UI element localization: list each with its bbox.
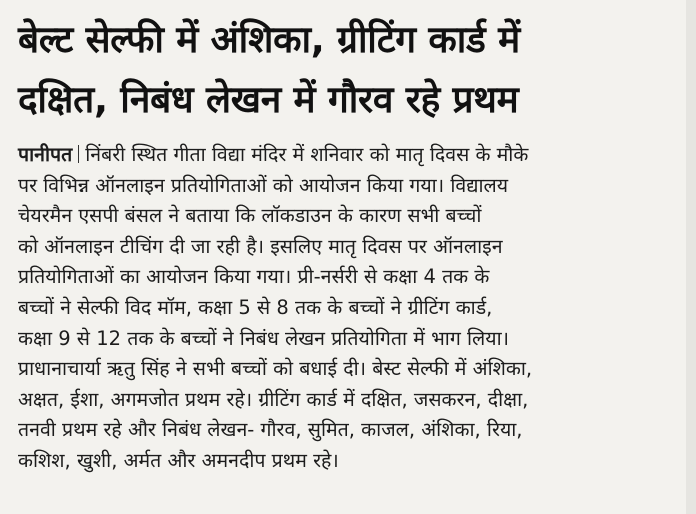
article-line: चेयरमैन एसपी बंसल ने बताया कि लॉकडाउन के कारण सभी बच्चों [18,204,482,228]
headline-line: दक्षित, निबंध लेखन में गौरव रहे प्रथम [18,78,519,121]
article-line: बच्चों ने सेल्फी विद मॉम, कक्षा 5 से 8 तक के बच्चों ने ग्रीटिंग कार्ड, [18,295,493,319]
page-edge [686,0,696,514]
article-line [18,140,684,171]
article-line: अक्षत, ईशा, अगमजोत प्रथम रहे। ग्रीटिंग कार्ड में दक्षित, जसकरन, दीक्षा, [18,387,529,411]
dateline-separator [78,145,79,163]
article-body [18,140,684,477]
article-text: निंबरी स्थित गीता विद्या मंदिर में शनिवार को मातृ दिवस के मौके [85,143,529,166]
article-line: प्रतियोगिताओं का आयोजन किया गया। प्री-नर्सरी से कक्षा 4 तक के [18,265,490,289]
headline [18,10,684,130]
dateline: पानीपत [18,143,73,166]
article-line: कक्षा 9 से 12 तक के बच्चों ने निबंध लेखन प्रतियोगिता में भाग लिया। [18,326,510,350]
headline-line: बेल्ट सेल्फी में अंशिका, ग्रीटिंग कार्ड में [18,18,520,61]
article-line: पर विभिन्न ऑनलाइन प्रतियोगिताओं को आयोजन किया गया। विद्यालय [18,173,509,197]
article-line: को ऑनलाइन टीचिंग दी जा रही है। इसलिए मातृ दिवस पर ऑनलाइन [18,234,503,258]
article-line: प्राधानाचार्या ऋतु सिंह ने सभी बच्चों को बधाई दी। बेस्ट सेल्फी में अंशिका, [18,357,533,381]
article-line: कशिश, खुशी, अर्मत और अमनदीप प्रथम रहे। [18,448,339,472]
article-line: तनवी प्रथम रहे और निबंध लेखन- गौरव, सुमित, काजल, अंशिका, रिया, [18,418,523,442]
